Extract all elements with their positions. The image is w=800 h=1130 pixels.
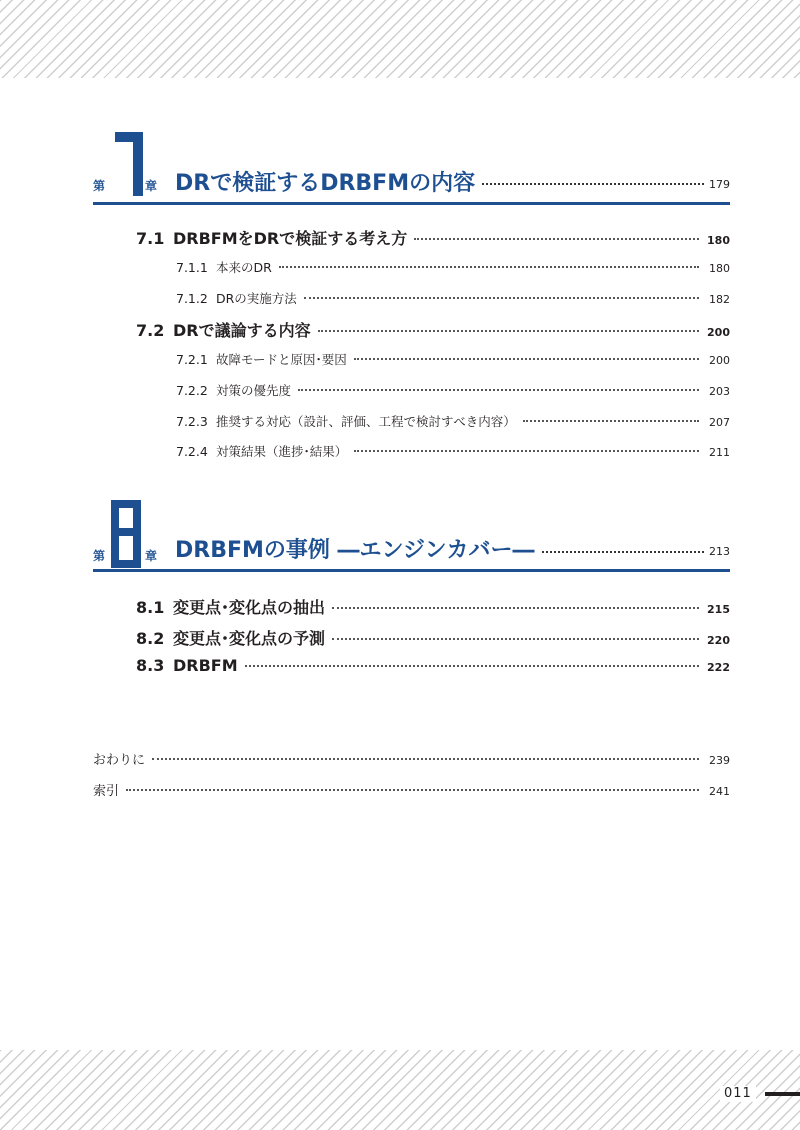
folio-page-number: 011 — [720, 1086, 756, 1102]
page-number: 180 — [707, 234, 730, 247]
page-number: 180 — [709, 262, 730, 275]
toc-section-7-1[interactable] — [136, 226, 730, 249]
subsection-number: 7.1.2 — [176, 291, 208, 306]
toc-subsection-7-1-1[interactable] — [176, 258, 730, 276]
chapter-prefix: 第 — [93, 179, 106, 193]
toc-subsection-7-2-2[interactable] — [176, 381, 730, 399]
leader-dots — [332, 607, 699, 609]
page-number: 200 — [709, 354, 730, 367]
subsection-number: 7.2.4 — [176, 444, 208, 459]
page-number: 211 — [709, 446, 730, 459]
page-number: 220 — [707, 634, 730, 647]
subsection-number: 7.1.1 — [176, 260, 208, 275]
section-title: DRBFM — [173, 656, 238, 675]
subsection-title: 対策結果（進捗･結果） — [216, 444, 348, 459]
toc-subsection-7-1-2[interactable] — [176, 289, 730, 307]
chapter-numeral-8-glyph — [111, 500, 141, 568]
toc-section-8-2[interactable] — [136, 626, 730, 649]
toc-subsection-7-2-1[interactable] — [176, 350, 730, 368]
backmatter-title: おわりに — [93, 753, 146, 768]
chapter-8-heading — [93, 496, 730, 576]
leader-dots — [332, 638, 699, 640]
leader-dots — [318, 330, 699, 332]
section-title: 変更点･変化点の予測 — [173, 629, 326, 648]
chapter-8-numeral — [111, 500, 141, 568]
chapter-rule — [93, 569, 730, 572]
top-stripe-band — [0, 0, 800, 78]
section-number: 8.3 — [136, 656, 165, 675]
leader-dots — [245, 665, 699, 667]
chapter-title: DRBFMの事例 ―エンジンカバー― — [175, 540, 540, 562]
toc-subsection-7-2-4[interactable] — [176, 442, 730, 460]
leader-dots — [152, 758, 699, 760]
chapter-rule — [93, 202, 730, 205]
bottom-stripe-band — [0, 1050, 800, 1130]
leader-dots — [298, 389, 699, 391]
chapter-title: DRで検証するDRBFMの内容 — [175, 173, 481, 195]
subsection-title: 本来のDR — [216, 260, 272, 275]
leader-dots — [304, 297, 699, 299]
leader-dots — [354, 450, 699, 452]
leader-dots — [354, 358, 699, 360]
page-number: 207 — [709, 416, 730, 429]
chapter-7-heading — [93, 128, 730, 208]
page-number: 241 — [709, 785, 730, 798]
chapter-page-number: 213 — [709, 545, 730, 558]
chapter-prefix: 第 — [93, 549, 106, 563]
subsection-title: 故障モードと原因･要因 — [216, 352, 347, 367]
leader-dots — [126, 789, 699, 791]
toc-section-8-1[interactable] — [136, 595, 730, 618]
section-title: DRで議論する内容 — [173, 321, 311, 340]
chapter-suffix: 章 — [145, 179, 158, 193]
page-number: 215 — [707, 603, 730, 616]
page-number: 200 — [707, 326, 730, 339]
page-number: 239 — [709, 754, 730, 767]
subsection-number: 7.2.2 — [176, 383, 208, 398]
page-number: 203 — [709, 385, 730, 398]
toc-subsection-7-2-3[interactable] — [176, 412, 730, 430]
leader-dots — [523, 420, 699, 422]
section-number: 7.1 — [136, 229, 165, 248]
leader-dots — [414, 238, 699, 240]
toc-index[interactable] — [93, 780, 730, 799]
chapter-page-number: 179 — [709, 178, 730, 191]
toc-section-8-3[interactable] — [136, 656, 730, 675]
section-number: 8.2 — [136, 629, 165, 648]
subsection-number: 7.2.1 — [176, 352, 208, 367]
toc-section-7-2[interactable] — [136, 318, 730, 341]
chapter-numeral-7-glyph — [115, 132, 143, 196]
folio-bar — [765, 1092, 800, 1096]
chapter-7-numeral — [115, 132, 143, 196]
subsection-title: 推奨する対応（設計、評価、工程で検討すべき内容） — [216, 414, 516, 429]
chapter-suffix: 章 — [145, 549, 158, 563]
section-title: 変更点･変化点の抽出 — [173, 598, 326, 617]
page-number: 222 — [707, 661, 730, 674]
toc-afterword[interactable] — [93, 749, 730, 768]
subsection-number: 7.2.3 — [176, 414, 208, 429]
section-title: DRBFMをDRで検証する考え方 — [173, 229, 408, 248]
backmatter-title: 索引 — [93, 784, 120, 799]
section-number: 7.2 — [136, 321, 165, 340]
subsection-title: DRの実施方法 — [216, 291, 297, 306]
leader-dots — [279, 266, 699, 268]
page-number: 182 — [709, 293, 730, 306]
subsection-title: 対策の優先度 — [216, 383, 292, 398]
section-number: 8.1 — [136, 598, 165, 617]
